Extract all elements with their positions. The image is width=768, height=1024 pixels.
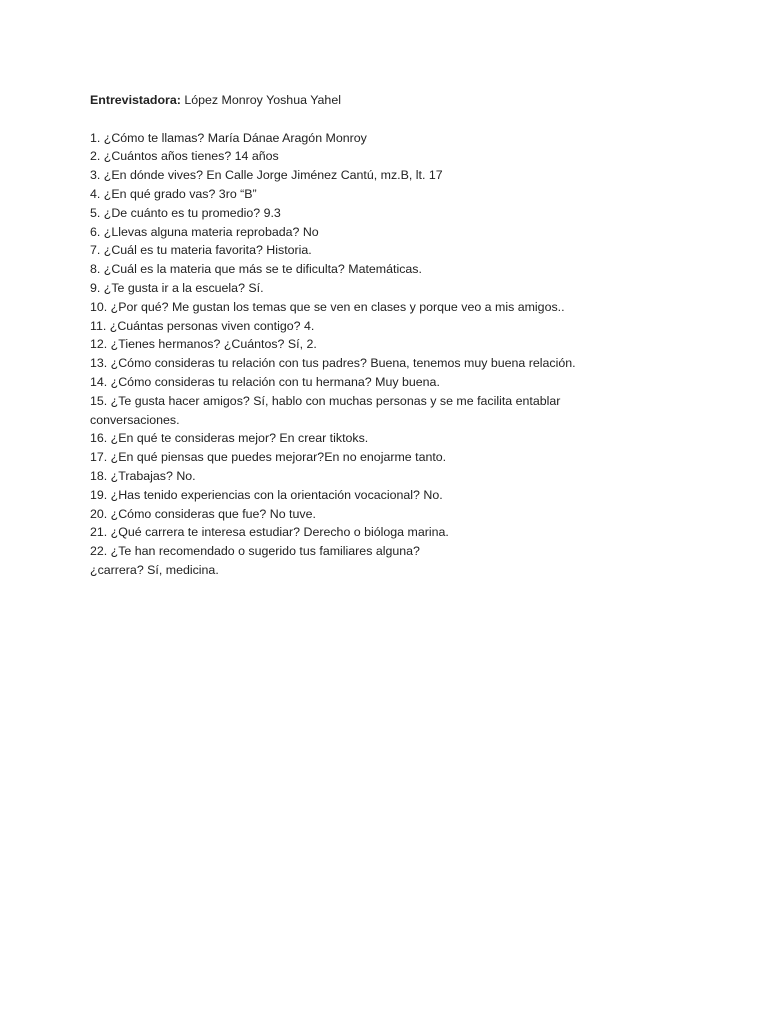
qa-item-6: 6. ¿Llevas alguna materia reprobada? No bbox=[90, 224, 319, 239]
qa-item-17: 17. ¿En qué piensas que puedes mejorar?En no enojarme tanto. bbox=[90, 450, 447, 465]
qa-item-21: 21. ¿Qué carrera te interesa estudiar? Derecho o bióloga marina. bbox=[90, 525, 449, 540]
qa-item-19: 19. ¿Has tenido experiencias con la orientación vocacional? No. bbox=[90, 487, 443, 502]
qa-item-13: 13. ¿Cómo consideras tu relación con tus padres? Buena, tenemos muy buena relación. bbox=[90, 356, 576, 371]
qa-item-22: 22. ¿Te han recomendado o sugerido tus familiares alguna? ¿carrera? Sí, medicina. bbox=[90, 544, 420, 577]
qa-item-2: 2. ¿Cuántos años tienes? 14 años bbox=[90, 149, 279, 164]
blank-line bbox=[90, 110, 690, 129]
qa-item-12: 12. ¿Tienes hermanos? ¿Cuántos? Sí, 2. bbox=[90, 337, 317, 352]
interviewer-label: Entrevistadora: bbox=[90, 93, 181, 107]
qa-item-8: 8. ¿Cuál es la materia que más se te dificulta? Matemáticas. bbox=[90, 262, 422, 277]
interview-content bbox=[90, 91, 690, 580]
qa-item-10: 10. ¿Por qué? Me gustan los temas que se ven en clases y porque veo a mis amigos.. bbox=[90, 299, 565, 314]
qa-item-20: 20. ¿Cómo consideras que fue? No tuve. bbox=[90, 506, 316, 521]
qa-item-14: 14. ¿Cómo consideras tu relación con tu hermana? Muy buena. bbox=[90, 374, 440, 389]
qa-item-18: 18. ¿Trabajas? No. bbox=[90, 468, 196, 483]
interviewer-line bbox=[90, 91, 690, 110]
qa-item-9: 9. ¿Te gusta ir a la escuela? Sí. bbox=[90, 280, 264, 295]
qa-item-16: 16. ¿En qué te consideras mejor? En crear tiktoks. bbox=[90, 431, 369, 446]
interviewer-name: López Monroy Yoshua Yahel bbox=[180, 93, 341, 107]
qa-item-5: 5. ¿De cuánto es tu promedio? 9.3 bbox=[90, 205, 281, 220]
qa-item-7: 7. ¿Cuál es tu materia favorita? Historia. bbox=[90, 243, 312, 258]
qa-item-11: 11. ¿Cuántas personas viven contigo? 4. bbox=[90, 318, 315, 333]
qa-item-1: 1. ¿Cómo te llamas? María Dánae Aragón Monroy bbox=[90, 130, 367, 145]
qa-item-4: 4. ¿En qué grado vas? 3ro “B” bbox=[90, 186, 257, 201]
qa-item-15: 15. ¿Te gusta hacer amigos? Sí, hablo con muchas personas y se me facilita entablar conversaciones. bbox=[90, 393, 561, 427]
qa-item-3: 3. ¿En dónde vives? En Calle Jorge Jiménez Cantú, mz.B, lt. 17 bbox=[90, 168, 443, 183]
question-answer-list bbox=[90, 129, 690, 580]
